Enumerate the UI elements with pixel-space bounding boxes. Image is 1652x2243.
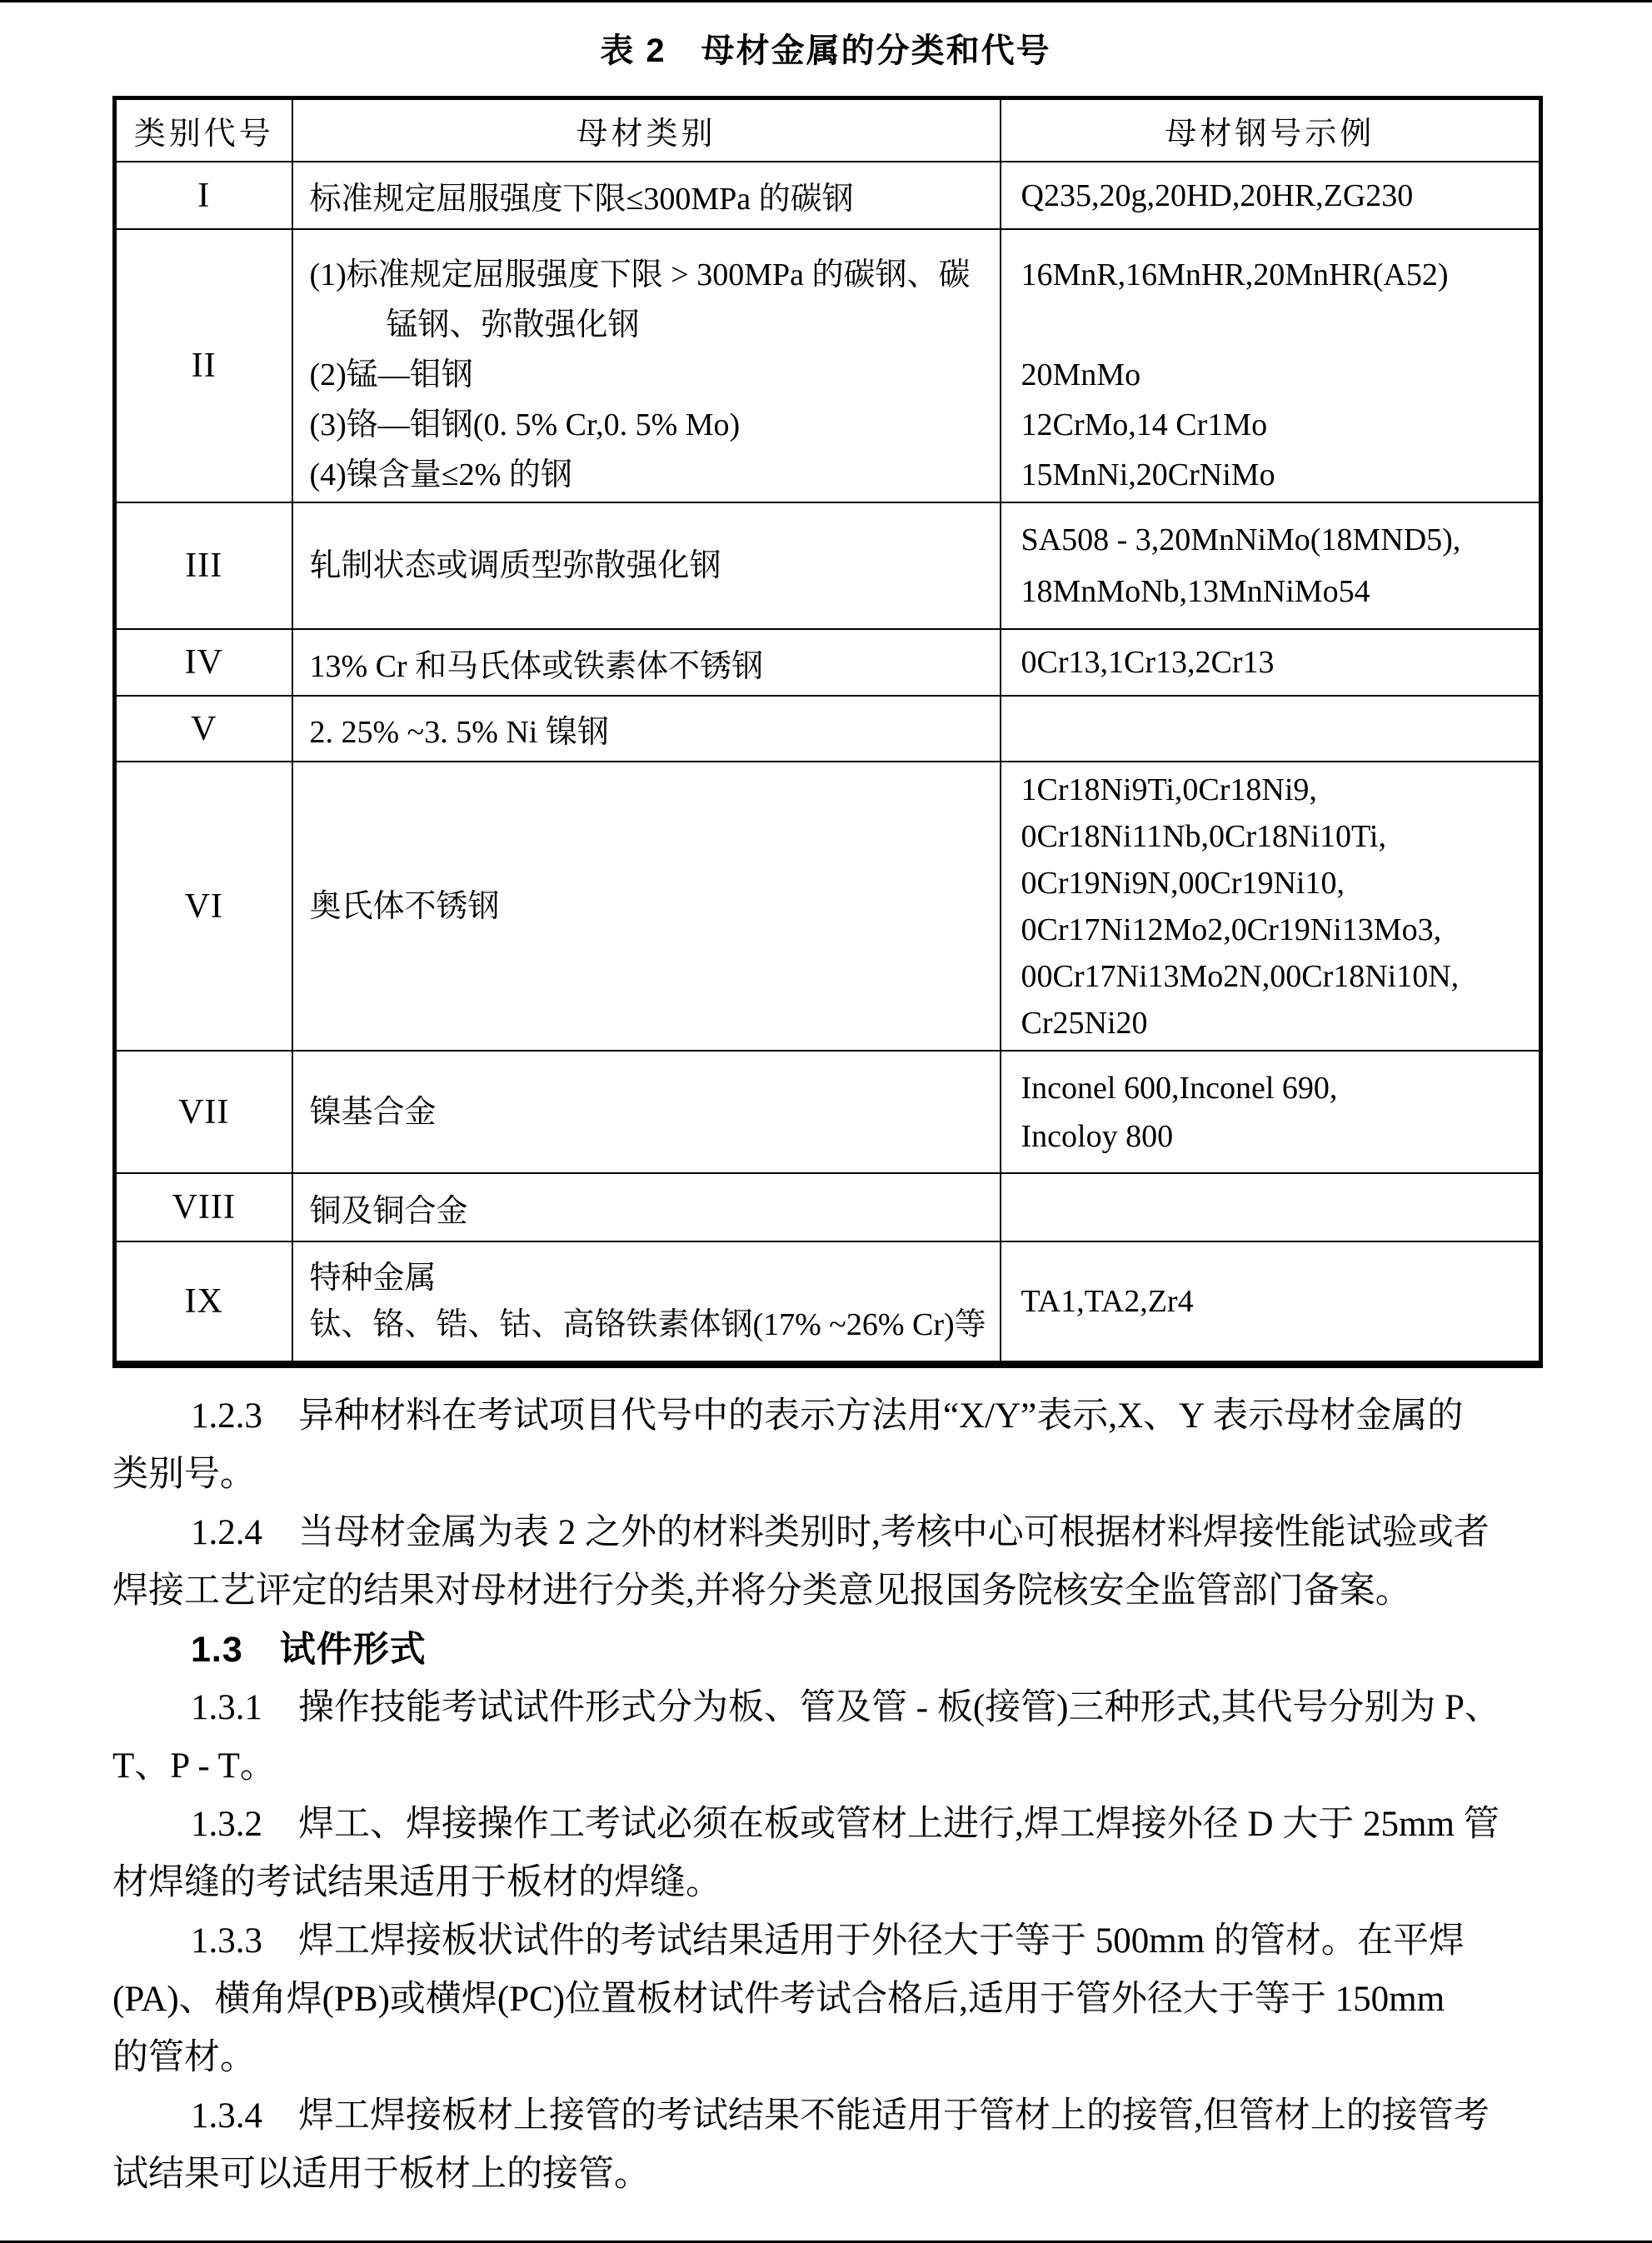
example-line: Cr25Ni20 — [1021, 1005, 1148, 1041]
example-line: 00Cr17Ni13Mo2N,00Cr18Ni10N, — [1021, 958, 1460, 994]
category-cell — [292, 629, 1001, 696]
paragraph-line: T、P - T。 — [112, 1746, 276, 1786]
category-code-cell: IV — [115, 629, 292, 696]
examples-cell — [1001, 762, 1541, 1051]
category-cell — [292, 502, 1001, 629]
example-line: 0Cr19Ni9N,00Cr19Ni10, — [1021, 865, 1345, 901]
example-line: Q235,20g,20HD,20HR,ZG230 — [1021, 177, 1414, 213]
category-code-cell: IX — [115, 1241, 292, 1365]
paragraph-line: 1.3.1 操作技能考试试件形式分为板、管及管 - 板(接管)三种形式,其代号分别为 P、 — [191, 1688, 1500, 1727]
paragraph-line: 1.3.3 焊工焊接板状试件的考试结果适用于外径大于等于 500mm 的管材。在平焊 — [191, 1921, 1465, 1961]
table-title: 表 2 母材金属的分类和代号 — [600, 32, 1051, 69]
table-row — [115, 502, 1541, 629]
paragraph-line: 1.3.2 焊工、焊接操作工考试必须在板或管材上进行,焊工焊接外径 D 大于 25mm 管 — [191, 1805, 1500, 1844]
category-line: 锰钢、弥散强化钢 — [386, 307, 640, 342]
table-row — [115, 1173, 1541, 1241]
category-line: 2. 25% ~3. 5% Ni 镍钢 — [309, 715, 609, 750]
category-code-cell: V — [115, 696, 292, 762]
category-cell — [292, 1051, 1001, 1173]
example-line: 16MnR,16MnHR,20MnHR(A52) — [1021, 257, 1449, 292]
paragraph-line: 的管材。 — [112, 2038, 256, 2077]
example-line: TA1,TA2,Zr4 — [1021, 1284, 1194, 1319]
category-code-cell: II — [115, 229, 292, 502]
table-row — [115, 1241, 1541, 1365]
example-line: Inconel 600,Inconel 690, — [1021, 1070, 1338, 1106]
category-line: (1)标准规定屈服强度下限 > 300MPa 的碳钢、碳 — [309, 257, 971, 292]
paragraph-line: 试结果可以适用于板材上的接管。 — [112, 2155, 650, 2194]
category-code-cell: VII — [115, 1051, 292, 1173]
base-metal-classification-table — [112, 96, 1543, 1368]
examples-cell — [1001, 629, 1541, 696]
table-row — [115, 762, 1541, 1051]
example-line: 0Cr17Ni12Mo2,0Cr19Ni13Mo3, — [1021, 912, 1442, 947]
category-code-cell: III — [115, 502, 292, 629]
paragraph-line: 1.2.4 当母材金属为表 2 之外的材料类别时,考核中心可根据材料焊接性能试验或者 — [191, 1513, 1490, 1552]
example-line: 18MnMoNb,13MnNiMo54 — [1021, 574, 1370, 609]
example-line: 12CrMo,14 Cr1Mo — [1021, 407, 1268, 442]
examples-cell — [1001, 1173, 1541, 1241]
examples-cell — [1001, 1241, 1541, 1365]
paragraph-line: (PA)、横角焊(PB)或横焊(PC)位置板材试件考试合格后,适用于管外径大于等于 150mm — [112, 1980, 1445, 2019]
table-row — [115, 696, 1541, 762]
column-header-category-code: 类别代号 — [115, 98, 292, 162]
paragraph-line: 材焊缝的考试结果适用于板材的焊缝。 — [112, 1863, 721, 1902]
examples-cell — [1001, 162, 1541, 229]
example-line: 0Cr18Ni11Nb,0Cr18Ni10Ti, — [1021, 818, 1386, 854]
table-header-row — [115, 98, 1541, 162]
category-line: 13% Cr 和马氏体或铁素体不锈钢 — [309, 648, 764, 684]
example-line: 0Cr13,1Cr13,2Cr13 — [1021, 645, 1275, 680]
paragraph-1-3-4 — [112, 2087, 1569, 2204]
category-line: 奥氏体不锈钢 — [309, 888, 500, 924]
category-line: 铜及铜合金 — [309, 1193, 468, 1229]
section-heading-1-3: 1.3 试件形式 — [191, 1630, 427, 1670]
table-row — [115, 162, 1541, 229]
category-line: 标准规定屈服强度下限≤300MPa 的碳钢 — [309, 182, 854, 217]
column-header-steel-grade-examples: 母材钢号示例 — [1001, 98, 1541, 162]
category-cell — [292, 229, 1001, 502]
paragraph-1-2-4 — [112, 1504, 1569, 1621]
example-line: 1Cr18Ni9Ti,0Cr18Ni9, — [1021, 772, 1317, 807]
paragraph-1-3-3 — [112, 1912, 1569, 2087]
category-line: 镍基合金 — [309, 1094, 437, 1130]
example-line: SA508 - 3,20MnNiMo(18MND5), — [1021, 522, 1461, 557]
paragraph-1-3-1 — [112, 1679, 1569, 1796]
body-text — [112, 1387, 1569, 2204]
column-header-base-metal-category: 母材类别 — [292, 98, 1001, 162]
table-row — [115, 629, 1541, 696]
category-code-cell: I — [115, 162, 292, 229]
table-row — [115, 229, 1541, 502]
paragraph-line: 1.2.3 异种材料在考试项目代号中的表示方法用“X/Y”表示,X、Y 表示母材金属的 — [191, 1396, 1464, 1436]
category-cell — [292, 1241, 1001, 1365]
category-line: (3)铬—钼钢(0. 5% Cr,0. 5% Mo) — [309, 407, 741, 442]
category-code-cell: VI — [115, 762, 292, 1051]
category-line: 轧制状态或调质型弥散强化钢 — [309, 548, 721, 583]
category-line: (2)锰—钼钢 — [309, 357, 473, 392]
example-line — [1021, 300, 1540, 350]
category-line: 特种金属 — [309, 1261, 437, 1296]
paragraph-line: 类别号。 — [112, 1455, 256, 1494]
paragraph-1-3-2 — [112, 1796, 1569, 1912]
category-code-cell: VIII — [115, 1173, 292, 1241]
example-line: 20MnMo — [1021, 357, 1141, 392]
example-line: Incoloy 800 — [1021, 1118, 1174, 1154]
category-cell — [292, 162, 1001, 229]
paragraph-1-2-3 — [112, 1387, 1569, 1504]
category-cell — [292, 762, 1001, 1051]
table-row — [115, 1051, 1541, 1173]
examples-cell — [1001, 502, 1541, 629]
category-cell — [292, 1173, 1001, 1241]
examples-cell — [1001, 1051, 1541, 1173]
paragraph-line: 1.3.4 焊工焊接板材上接管的考试结果不能适用于管材上的接管,但管材上的接管考 — [191, 2096, 1490, 2136]
example-line: 15MnNi,20CrNiMo — [1021, 457, 1275, 492]
examples-cell — [1001, 696, 1541, 762]
category-cell — [292, 696, 1001, 762]
category-line: (4)镍含量≤2% 的钢 — [309, 457, 572, 492]
examples-cell — [1001, 229, 1541, 502]
paragraph-line: 焊接工艺评定的结果对母材进行分类,并将分类意见报国务院核安全监管部门备案。 — [112, 1571, 1411, 1611]
category-line: 钛、铬、锆、钴、高铬铁素体钢(17% ~26% Cr)等 — [309, 1307, 986, 1342]
